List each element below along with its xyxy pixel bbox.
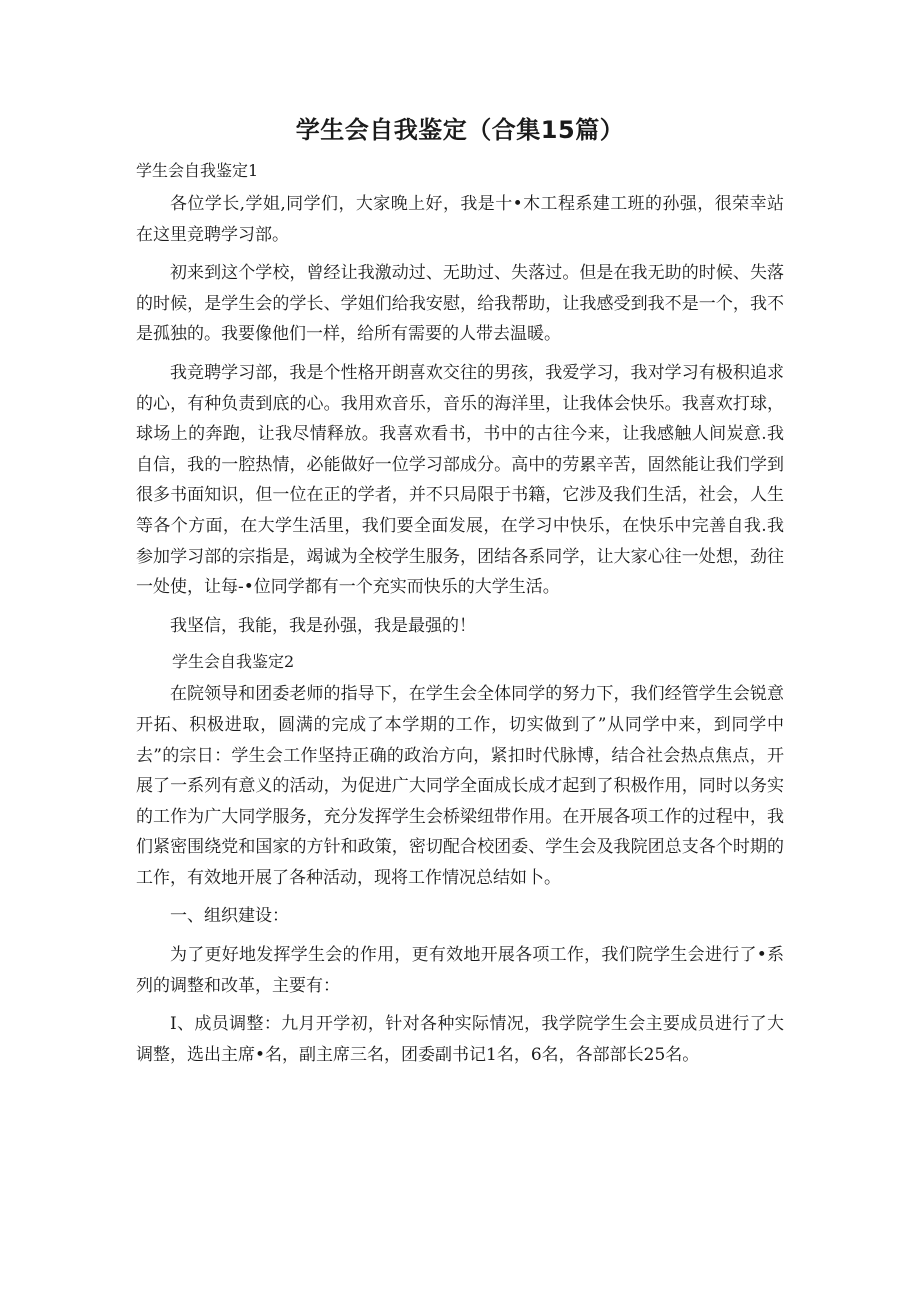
subheading-organization: 一、组织建设： <box>170 906 289 927</box>
paragraph: 各位学长,学姐,同学们，大家晚上好，我是十•木工程系建工班的孙强，很荣幸站在这里竞聘学习部。 <box>136 194 784 245</box>
paragraph: I、成员调整：九月开学初，针对各种实际情况，我学院学生会主要成员进行了大调整，选出主席•名，副主席三名，团委副书记1名，6名，各部部长25名。 <box>136 1014 784 1065</box>
paragraph: 我竞聘学习部，我是个性格开朗喜欢交往的男孩，我爱学习，我对学习有极积追求的心，有种负责到底的心。我用欢音乐，音乐的海洋里，让我体会快乐。我喜欢打球，球场上的奔跑，让我尽情释放。我喜欢看书，书中的古往今来，让我感触人间炭意.我自信，我的一腔热情，必能做好一位学习部成分。高中的劳累辛苦，固然能让我们学到很多书面知识，但一位在正的学者，并不只局限于书籍，它涉及我们生活，社会，人生等各个方面，在大学生活里，我们要全面发展，在学习中快乐，在快乐中完善自我.我参加学习部的宗指是，竭诚为全校学生服务，团结各系同学，让大家心往一处想，劲往一处使，让每-•位同学都有一个充实而快乐的大学生活。 <box>136 362 784 598</box>
paragraph: 初来到这个学校，曾经让我激动过、无助过、失落过。但是在我无助的时候、失落的时候，是学生会的学长、学姐们给我安慰，给我帮助，让我感受到我不是一个，我不是孤独的。我要像他们一样，给所有需要的人带去温暖。 <box>136 263 784 345</box>
document-body <box>136 158 784 1078</box>
paragraph: 为了更好地发挥学生会的作用，更有效地开展各项工作，我们院学生会进行了•系列的调整和改革，主要有： <box>136 945 784 996</box>
paragraph: 在院领导和团委老师的指导下，在学生会全体同学的努力下，我们经管学生会锐意开拓、积极进取，圆满的完成了本学期的工作，切实做到了”从同学中来，到同学中去”的宗日：学生会工作坚持正确的政治方向，紧扣时代脉博，结合社会热点焦点，开展了一系列有意义的活动，为促进广大同学全面成长成才起到了积极作用，同时以务实的工作为广大同学服务，充分发挥学生会桥梁纽带作用。在开展各项工作的过程中，我们紧密围绕党和国家的方针和政策，密切配合校团委、学生会及我院团总支各个时期的工作，有效地开展了各种活动，现将工作情况总结如卜。 <box>136 684 784 888</box>
section-heading-1: 学生会自我鉴定1 <box>136 161 259 180</box>
document-title: 学生会自我鉴定（合集15篇） <box>295 116 625 144</box>
paragraph: 我坚信，我能，我是孙强，我是最强的！ <box>170 615 476 636</box>
section-heading-2: 学生会自我鉴定2 <box>172 652 295 672</box>
